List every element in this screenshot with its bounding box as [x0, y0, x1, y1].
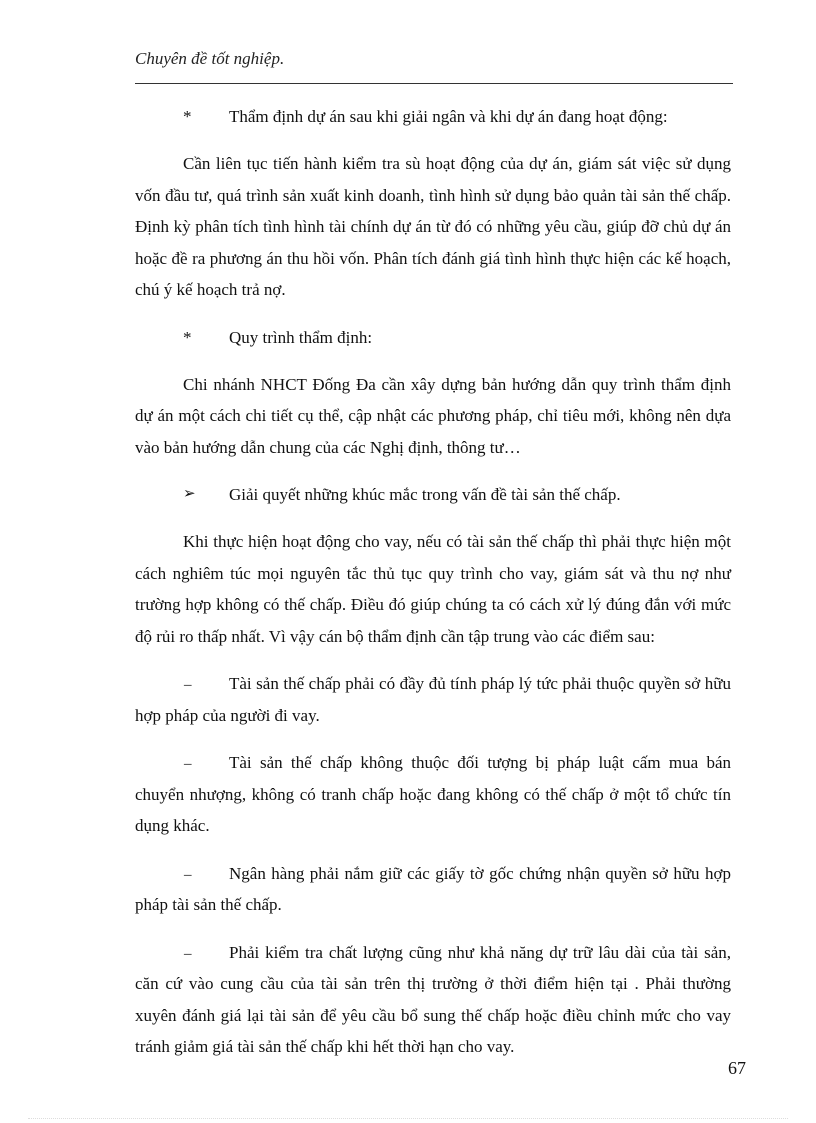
paragraph-procedure: Chi nhánh NHCT Đống Đa cần xây dựng bản hướng dẫn quy trình thẩm định dự án một cách chi tiết cụ thể, cập nhật các phương pháp, chỉ tiêu mới, không nên dựa vào bản hướng dẫn chung của các Nghị định, thông tư… [135, 374, 731, 457]
section-heading-text: Thẩm định dự án sau khi giải ngân và khi dự án đang hoạt động: [229, 107, 668, 126]
list-item [135, 747, 731, 842]
list-item [135, 937, 731, 1063]
dash-bullet: _ [184, 940, 192, 957]
section-heading-appraisal-after [135, 101, 731, 132]
section-heading-text: Giải quyết những khúc mắc trong vấn đề tài sản thế chấp. [229, 485, 621, 504]
list-item-text: Phải kiểm tra chất lượng cũng như khả năng dự trữ lâu dài của tài sản, căn cứ vào cung cầu của tài sản trên thị trường ở thời điểm hiện tại . Phải thường xuyên đánh giá lại tài sản để yêu cầu bổ sung thế chấp hoặc điều chỉnh mức cho vay tránh giảm giá tài sản thế chấp khi hết thời hạn cho vay. [135, 942, 731, 1056]
page-body [135, 101, 731, 1079]
dash-bullet: _ [184, 672, 192, 688]
running-header: Chuyên đề tốt nghiệp. [135, 49, 285, 68]
section-heading-procedure [135, 322, 731, 353]
paragraph-appraisal-after: Cần liên tục tiến hành kiểm tra sù hoạt động của dự án, giám sát việc sử dụng vốn đầu tư, quá trình sản xuất kinh doanh, tình hình sử dụng bảo quản tài sản thế chấp. Định kỳ phân tích tình hình tài chính dự án từ đó có những yêu cầu, giúp đỡ chủ dự án hoặc đề ra phương án thu hồi vốn. Phân tích đánh giá tình hình thực hiện các kế hoạch, chú ý kế hoạch trả nợ. [135, 154, 731, 299]
list-item-text: Ngân hàng phải nắm giữ các giấy tờ gốc chứng nhận quyền sở hữu hợp pháp tài sản thế chấp. [135, 863, 731, 914]
list-item-text: Tài sản thế chấp không thuộc đối tượng bị pháp luật cấm mua bán chuyển nhượng, không có tranh chấp hoặc đang không có thế chấp ở một tổ chức tín dụng khác. [135, 753, 731, 835]
list-item-text: Tài sản thế chấp phải có đầy đủ tính pháp lý tức phải thuộc quyền sở hữu hợp pháp của người đi vay. [135, 674, 731, 725]
footer-dotted-line [28, 1118, 788, 1119]
dash-bullet: _ [184, 861, 192, 878]
paragraph-collateral: Khi thực hiện hoạt động cho vay, nếu có tài sản thế chấp thì phải thực hiện một cách nghiêm túc mọi nguyên tắc thủ tục quy trình cho vay, giám sát và thu nợ như trường hợp không có thế chấp. Điều đó giúp chúng ta có cách xử lý đúng đắn với mức độ rủi ro thấp nhất. Vì vậy cán bộ thẩm định cần tập trung vào các điểm sau: [135, 532, 731, 646]
page-number: 67 [728, 1058, 746, 1078]
section-heading-collateral [135, 479, 731, 510]
arrow-bullet-icon: ➢ [183, 486, 196, 502]
asterisk-bullet: * [183, 107, 192, 126]
asterisk-bullet: * [183, 327, 192, 347]
dash-bullet: _ [184, 751, 192, 767]
list-item [135, 858, 731, 921]
header-divider [135, 83, 733, 84]
list-item [135, 668, 731, 731]
section-heading-text: Quy trình thẩm định: [229, 327, 373, 347]
